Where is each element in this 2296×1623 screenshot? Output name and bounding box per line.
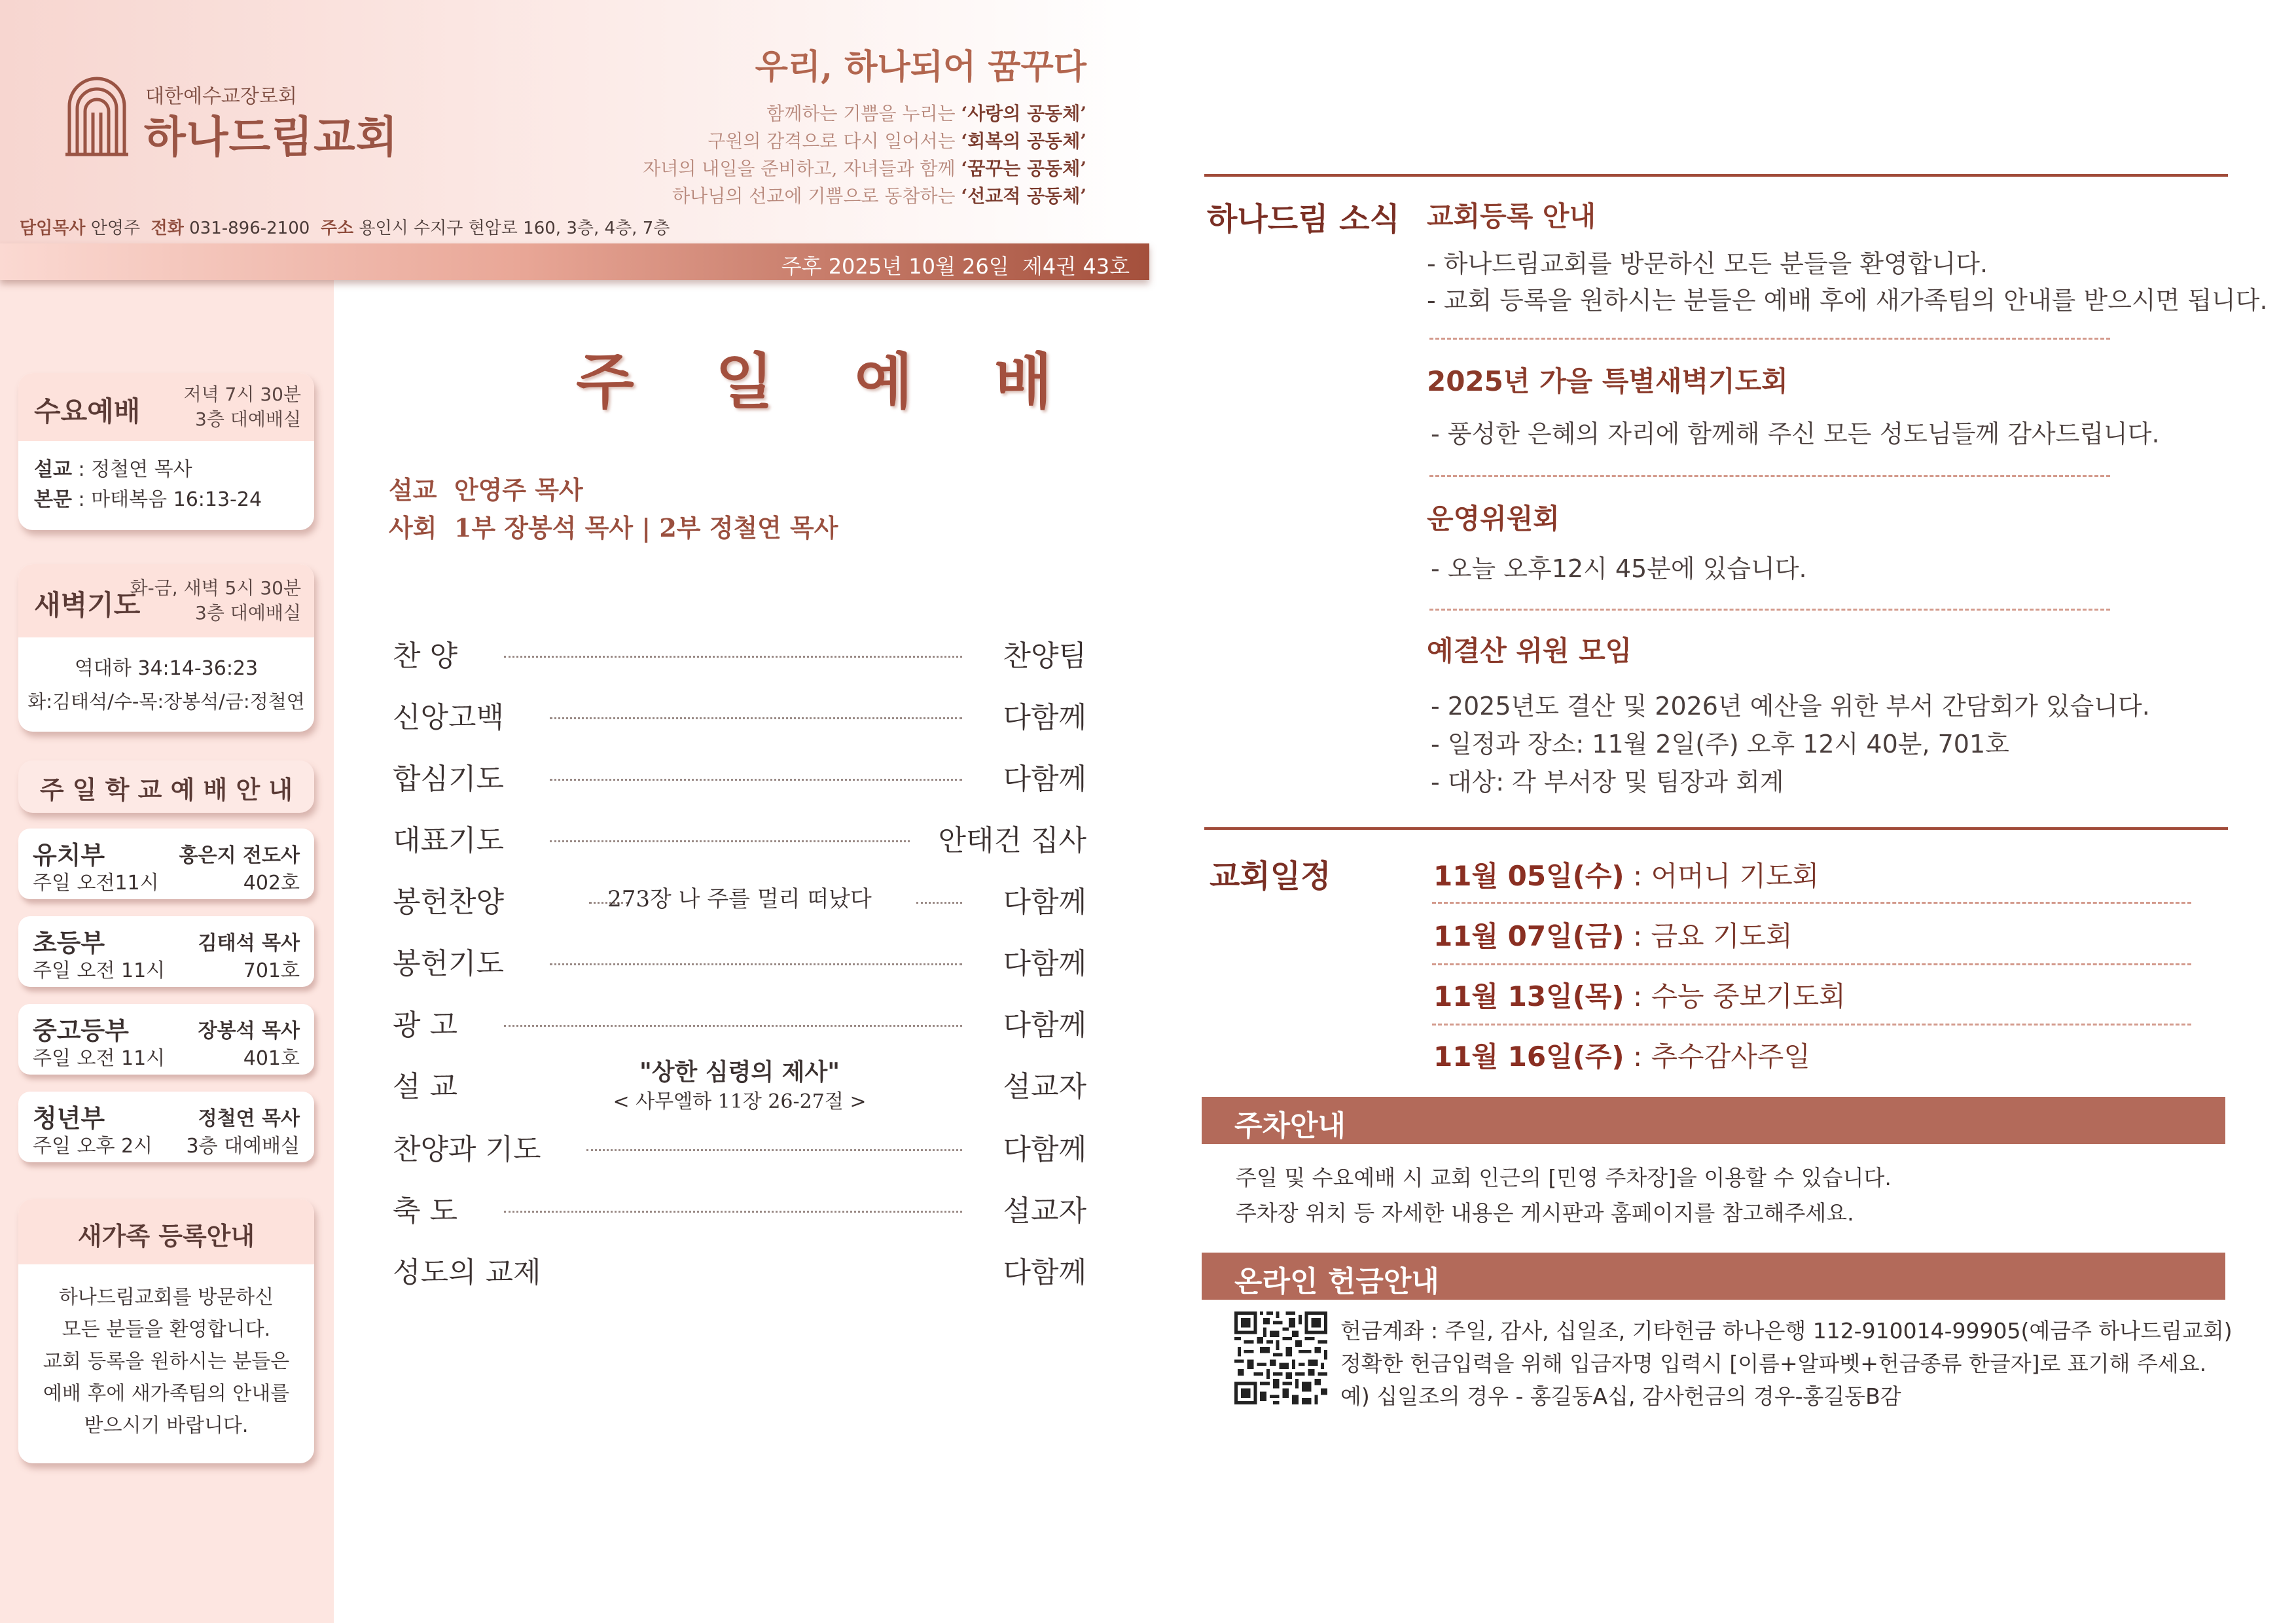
wednesday-passage: 본문 : 마태복음 16:13-24 [34,488,262,511]
order-item: 설 교 [393,1070,457,1103]
order-item: 봉헌기도 [393,947,505,980]
order-leader: 다함께 [1003,701,1086,734]
worship-order-row [393,1187,1086,1226]
news-item-title: 2025년 가을 특별새벽기도회 [1427,365,1788,397]
department-room: 402호 [243,872,300,895]
worship-order-row [393,940,1086,979]
schedule-divider [1432,963,2191,965]
news-divider [1429,338,2110,340]
schedule-section-label: 교회일정 [1210,858,1331,895]
department-leader: 정철연 목사 [198,1107,300,1130]
worship-title: 주 일 예 배 [576,346,1083,417]
bulletin-date: 주후 2025년 10월 26일 제4권 43호 [781,254,1130,279]
order-leader: 다함께 [1003,762,1086,796]
order-leader: 설교자 [1003,1070,1086,1103]
department-leader: 장봉석 목사 [198,1020,300,1043]
worship-order-row [393,817,1086,856]
news-item-title: 교회등록 안내 [1427,200,1596,232]
department-name: 유치부 [33,841,105,870]
department-time: 주일 오후 2시 [33,1135,153,1158]
worship-order-row [393,755,1086,794]
department-room: 701호 [243,959,300,982]
order-leader: 찬양팀 [1003,639,1086,673]
motto-line: 함께하는 기쁨을 누리는 ‘사랑의 공동체’ [766,103,1086,124]
dawn-prayer-card [18,564,314,732]
order-item: 대표기도 [393,824,505,857]
wednesday-service-time: 저녁 7시 30분 3층 대예배실 [183,383,301,430]
offering-banner [1202,1253,2225,1300]
schedule-top-rule [1204,827,2228,830]
parking-banner [1202,1097,2225,1144]
news-section-label: 하나드림 소식 [1207,201,1400,238]
order-item: 찬 양 [393,639,457,673]
newcomer-card [18,1199,314,1463]
department-card [18,829,314,899]
department-time: 주일 오전11시 [33,872,159,895]
motto-line: 하나님의 선교에 기쁨으로 동참하는 ‘선교적 공동체’ [672,185,1086,207]
news-item-line: - 일정과 장소: 11월 2일(주) 오후 12시 40분, 701호 [1431,730,2009,758]
department-leader: 홍은지 전도사 [179,844,300,867]
order-item: 봉헌찬양 [393,885,505,919]
order-item: 찬양과 기도 [393,1133,541,1166]
order-item: 광 고 [393,1008,457,1042]
order-item: 신앙고백 [393,701,505,734]
church-name: 하나드림교회 [144,112,399,162]
schedule-item: 11월 13일(목) : 수능 중보기도회 [1433,980,1846,1012]
sunday-school-title-box [18,760,314,813]
parking-line: 주차장 위치 등 자세한 내용은 게시판과 홈페이지를 참고해주세요. [1236,1200,1854,1226]
offering-title: 온라인 헌금안내 [1234,1265,1439,1298]
qr-code-icon [1234,1311,1327,1404]
host-by: 사회 1부 장봉석 목사 | 2부 정철연 목사 [389,513,838,543]
news-item-line: - 오늘 오후12시 45분에 있습니다. [1431,554,1807,583]
news-item-title: 운영위원회 [1427,503,1560,535]
news-item-title: 예결산 위원 모임 [1427,635,1632,667]
news-divider [1429,609,2110,611]
wednesday-service-card [18,373,314,530]
order-leader: 다함께 [1003,885,1086,919]
department-name: 초등부 [33,929,105,957]
order-leader: 다함께 [1003,1133,1086,1166]
motto-line: 자녀의 내일을 준비하고, 자녀들과 함께 ‘꿈꾸는 공동체’ [643,158,1086,179]
offering-line: 예) 십일조의 경우 - 홍길동A십, 감사헌금의 경우-홍길동B감 [1340,1383,1901,1409]
sermon-by: 설교 안영주 목사 [389,475,583,505]
order-leader: 설교자 [1003,1194,1086,1228]
news-item-line: - 교회 등록을 원하시는 분들은 예배 후에 새가족팀의 안내를 받으시면 됩니다. [1427,286,2268,315]
department-name: 중고등부 [33,1016,129,1045]
order-leader: 다함께 [1003,1256,1086,1289]
order-leader: 안태건 집사 [938,824,1086,857]
sunday-school-title: 주 일 학 교 예 배 안 내 [39,776,293,804]
order-item: 합심기도 [393,762,505,796]
sermon-passage: < 사무엘하 11장 26-27절 > [613,1090,867,1113]
newcomer-text: 하나드림교회를 방문하신 모든 분들을 환영합니다. 교회 등록을 원하시는 분들은 예배 후에 새가족팀의 안내를 받으시기 바랍니다. [43,1286,290,1437]
parking-title: 주차안내 [1234,1109,1346,1143]
order-item: 축 도 [393,1194,457,1228]
dawn-prayer-time: 화-금, 새벽 5시 30분 3층 대예배실 [130,577,301,624]
schedule-divider [1432,902,2191,904]
motto-line: 구원의 감격으로 다시 일어서는 ‘회복의 공동체’ [708,130,1086,152]
dawn-prayer-title: 새벽기도 [34,589,141,621]
worship-order-row [393,694,1086,733]
department-card [18,916,314,987]
news-item-line: - 하나드림교회를 방문하신 모든 분들을 환영합니다. [1427,249,1988,278]
news-divider [1429,475,2110,477]
news-item-line: - 2025년도 결산 및 2026년 예산을 위한 부서 간담회가 있습니다. [1431,692,2150,721]
schedule-item: 11월 16일(주) : 추수감사주일 [1433,1041,1810,1073]
dawn-prayer-passage: 역대하 34:14-36:23 [74,657,259,680]
wednesday-preacher: 설교 : 정철연 목사 [34,458,192,481]
sermon-title: "상한 심령의 제사" [639,1058,840,1086]
department-room: 3층 대예배실 [186,1135,300,1158]
parking-line: 주일 및 수요예배 시 교회 인근의 [민영 주차장]을 이용할 수 있습니다. [1236,1165,1892,1190]
department-time: 주일 오전 11시 [33,959,166,982]
dawn-prayer-leaders: 화:김태석/수-목:장봉석/금:정철연 [27,690,305,713]
offering-line: 헌금계좌 : 주일, 감사, 십일조, 기타헌금 하나은행 112-910014-99905(예금주 하나드림교회) [1340,1318,2233,1344]
department-room: 401호 [243,1047,300,1070]
newcomer-title: 새가족 등록안내 [77,1222,255,1251]
worship-order-row [393,1249,1086,1288]
schedule-item: 11월 05일(수) : 어머니 기도회 [1433,860,1820,892]
order-item: 성도의 교제 [393,1256,541,1289]
schedule-item: 11월 07일(금) : 금요 기도회 [1433,920,1793,952]
worship-order-row [393,1058,1086,1122]
church-contact-info: 담임목사 안영주 전화 031-896-2100 주소 용인시 수지구 현암로 160, 3층, 4층, 7층 [20,219,670,238]
worship-order-row [393,632,1086,671]
news-top-rule [1204,174,2228,177]
department-time: 주일 오전 11시 [33,1047,166,1070]
denomination-label: 대한예수교장로회 [145,85,297,108]
department-leader: 김태석 목사 [198,932,300,955]
department-card [18,1092,314,1162]
worship-order-row [393,878,1086,918]
offering-line: 정확한 헌금입력을 위해 입금자명 입력시 [이름+알파벳+헌금종류 한글자]로 표기해 주세요. [1340,1351,2207,1376]
department-card [18,1004,314,1075]
church-arch-logo-icon [65,73,128,157]
news-item-line: - 대상: 각 부서장 및 팀장과 회계 [1431,768,1784,796]
bulletin-date-bar [0,243,1149,280]
order-leader: 다함께 [1003,947,1086,980]
worship-order-row [393,1001,1086,1041]
offering-hymn: 273장 나 주를 멀리 떠났다 [607,886,872,912]
wednesday-service-title: 수요예배 [34,395,141,427]
worship-order-row [393,1126,1086,1165]
order-leader: 다함께 [1003,1008,1086,1042]
church-slogan: 우리, 하나되어 꿈꾸다 [755,47,1086,87]
schedule-divider [1432,1024,2191,1026]
department-name: 청년부 [33,1104,105,1133]
news-item-line: - 풍성한 은혜의 자리에 함께해 주신 모든 성도님들께 감사드립니다. [1431,419,2160,448]
